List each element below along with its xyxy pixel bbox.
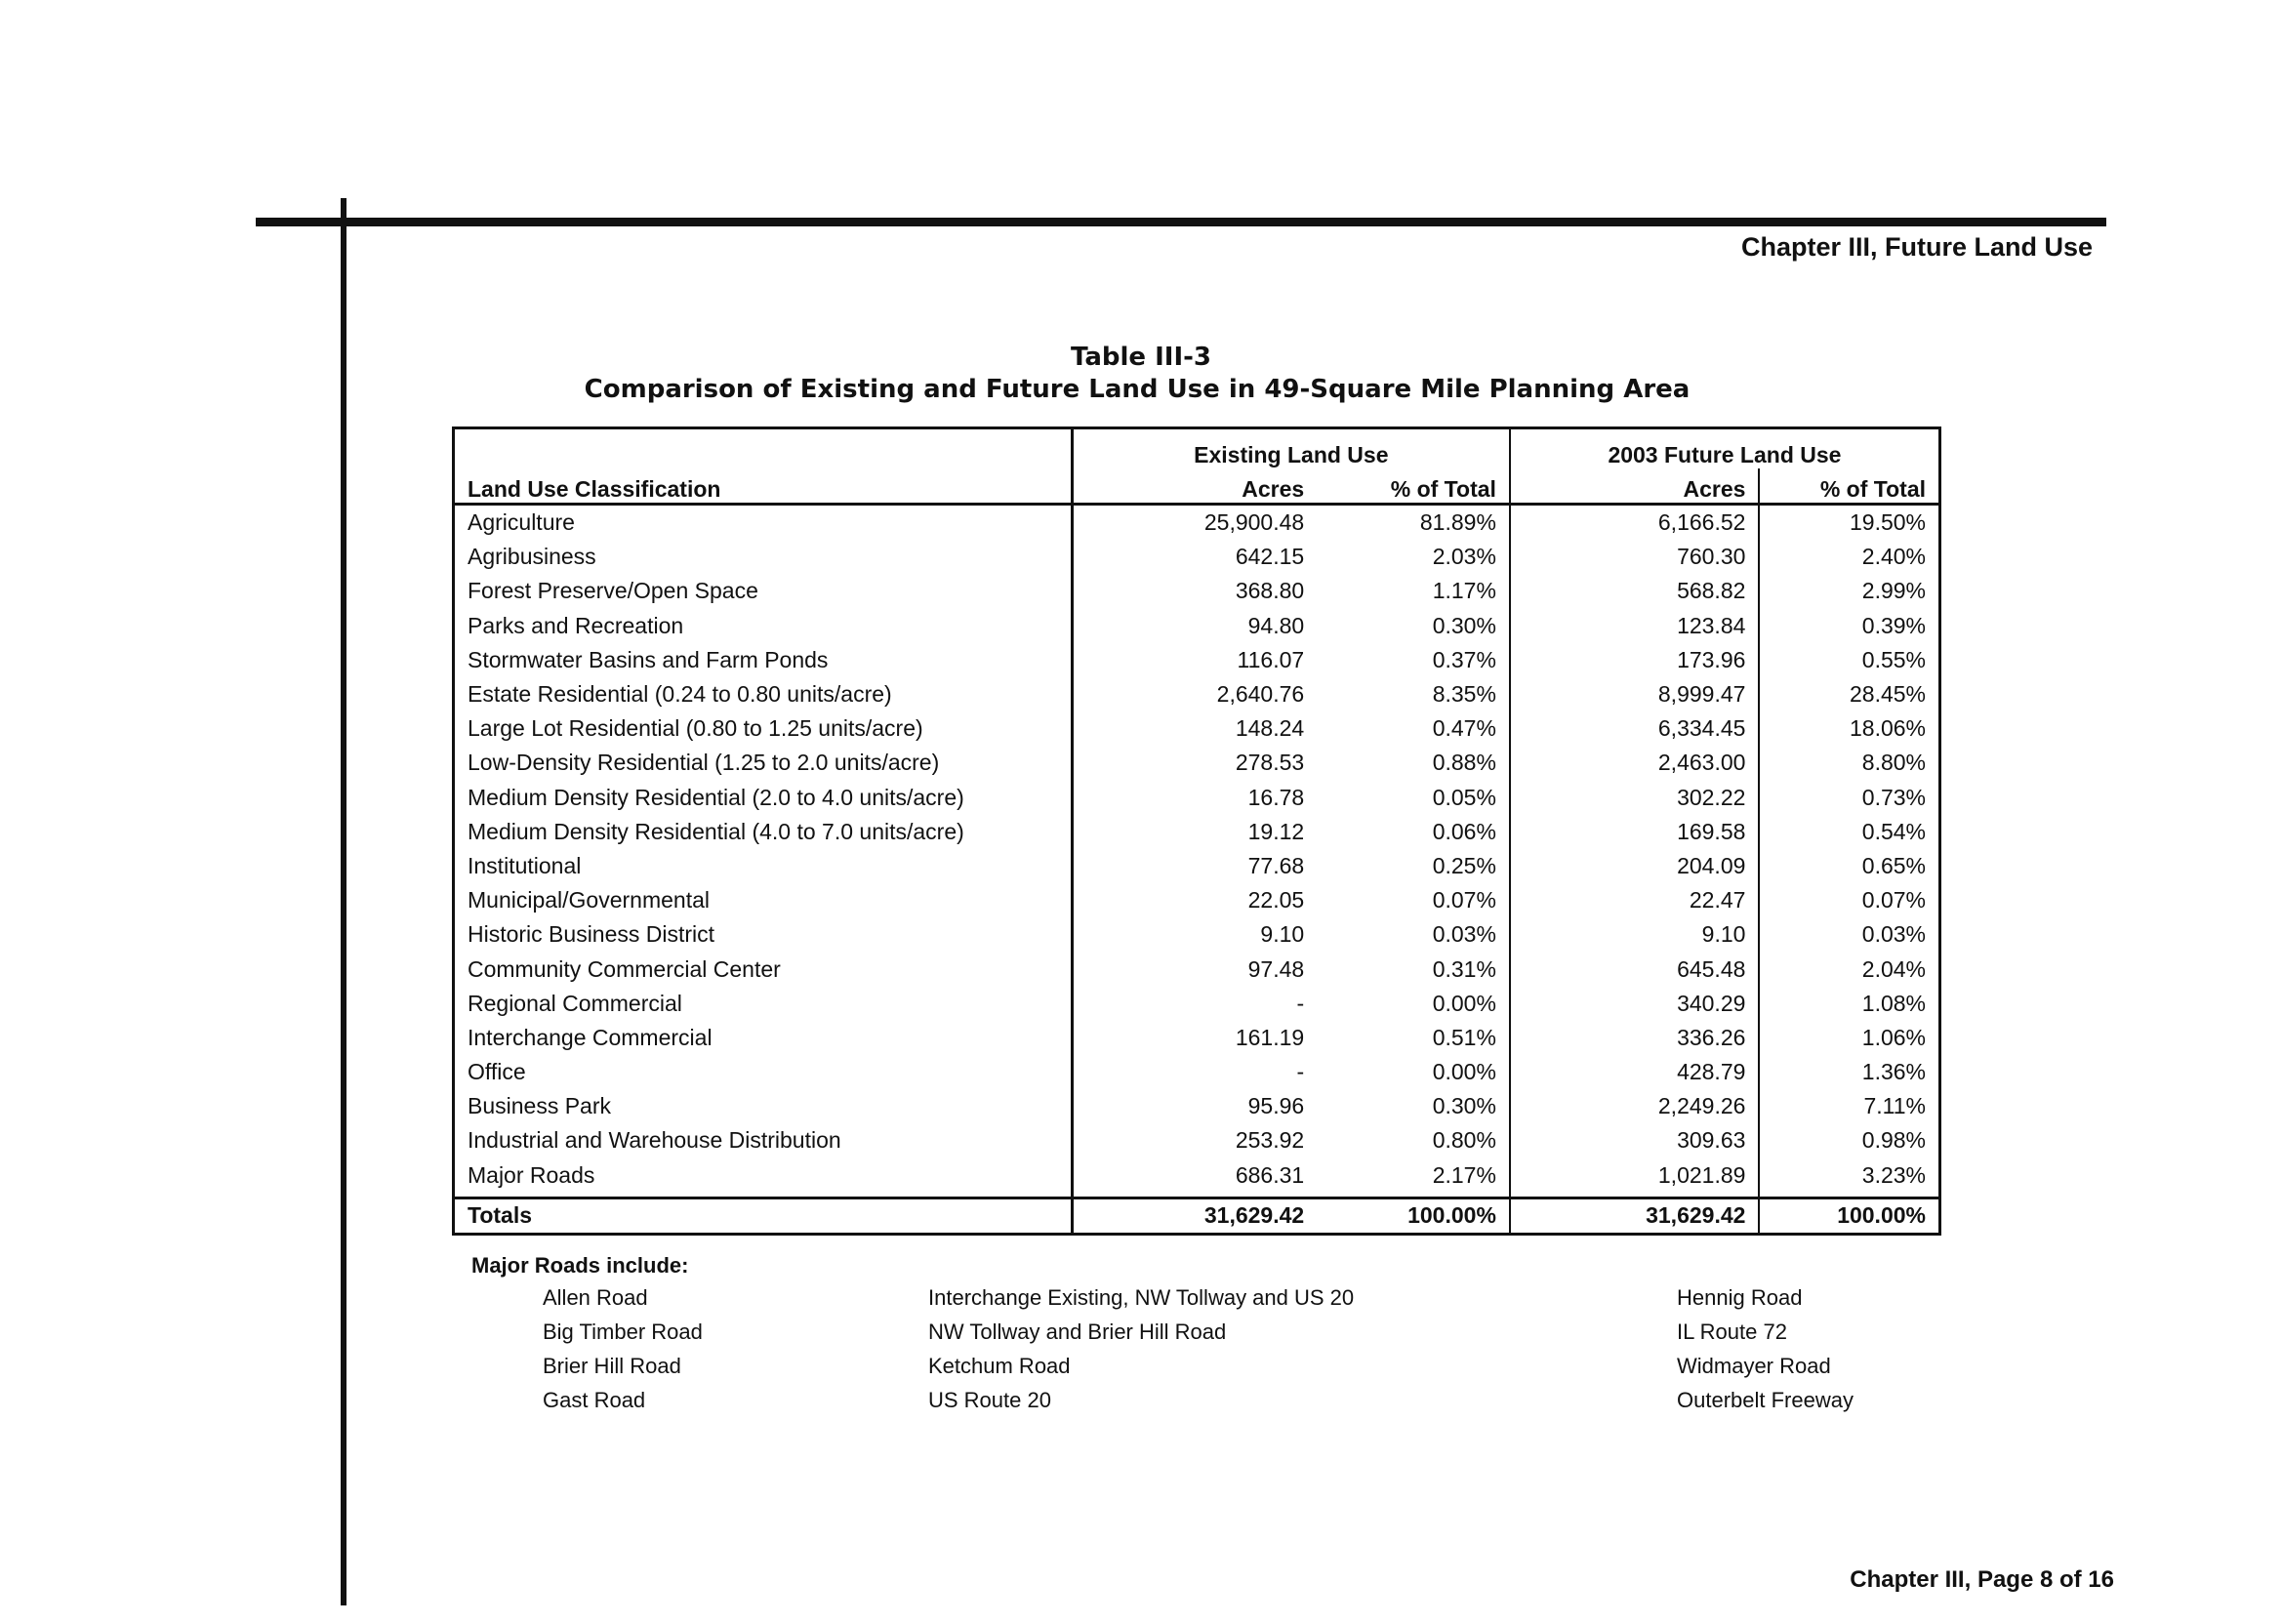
group-header-blank [454, 428, 1073, 469]
row-future-pct: 1.06% [1861, 1024, 1926, 1050]
table-row [454, 781, 1940, 815]
row-future-pct: 2.04% [1861, 955, 1926, 982]
row-existing-pct: 0.30% [1317, 1089, 1510, 1123]
table-row [454, 746, 1940, 780]
major-road-item: NW Tollway and Brier Hill Road [928, 1320, 1227, 1344]
row-existing-pct: 0.07% [1317, 883, 1510, 917]
row-future-pct: 8.80% [1861, 750, 1926, 776]
row-existing-acres: 2,640.76 [1216, 681, 1305, 708]
row-existing-acres: 95.96 [1247, 1093, 1305, 1119]
row-classification: Medium Density Residential (4.0 to 7.0 units/acre) [454, 815, 1073, 849]
row-existing-acres: 116.07 [1237, 646, 1305, 672]
major-road-item: Big Timber Road [543, 1320, 703, 1344]
row-existing-pct: 0.00% [1317, 1055, 1510, 1089]
row-future-pct: 0.39% [1861, 612, 1926, 638]
row-existing-acres: 77.68 [1247, 852, 1305, 878]
table-row [454, 1158, 1940, 1198]
table-row [454, 505, 1940, 541]
table-row [454, 540, 1940, 574]
row-classification: Forest Preserve/Open Space [454, 574, 1073, 608]
table-row [454, 609, 1940, 643]
row-existing-acres: 94.80 [1247, 612, 1305, 638]
table-row [454, 1123, 1940, 1157]
row-future-pct: 28.45% [1849, 681, 1926, 708]
row-future-acres: 22.47 [1510, 883, 1760, 917]
row-existing-acres: 278.53 [1235, 750, 1305, 776]
table-number: Table III-3 [1070, 343, 1212, 372]
row-future-acres: 169.58 [1510, 815, 1760, 849]
row-future-pct: 0.07% [1861, 887, 1926, 914]
row-future-acres: 302.22 [1510, 781, 1760, 815]
table-row [454, 952, 1940, 986]
row-existing-acres: 19.12 [1247, 818, 1305, 844]
row-existing-pct: 0.51% [1317, 1021, 1510, 1055]
row-classification: Parks and Recreation [454, 609, 1073, 643]
row-existing-pct: 0.00% [1317, 987, 1510, 1021]
row-existing-acres: 686.31 [1235, 1161, 1305, 1188]
header-existing-pct: % of Total [1317, 468, 1510, 505]
row-future-acres: 6,334.45 [1510, 711, 1760, 746]
major-road-item: Hennig Road [1677, 1285, 1803, 1310]
table-row [454, 987, 1940, 1021]
table-row [454, 574, 1940, 608]
header-future-pct: % of Total [1759, 468, 1939, 505]
totals-label: Totals [454, 1198, 1073, 1234]
row-future-acres: 1,021.89 [1510, 1158, 1760, 1198]
table-header-row [454, 468, 1940, 505]
major-road-item: Interchange Existing, NW Tollway and US 20 [928, 1285, 1355, 1310]
row-existing-pct: 8.35% [1317, 677, 1510, 711]
row-future-acres: 9.10 [1510, 917, 1760, 952]
row-classification: Large Lot Residential (0.80 to 1.25 units/acre) [454, 711, 1073, 746]
header-rule [256, 218, 2106, 226]
row-existing-acres: 97.48 [1247, 955, 1305, 982]
row-classification: Major Roads [454, 1158, 1073, 1198]
row-existing-pct: 0.03% [1317, 917, 1510, 952]
row-future-pct: 0.55% [1861, 646, 1926, 672]
row-future-pct: 1.08% [1861, 990, 1926, 1016]
chapter-header: Chapter III, Future Land Use [1740, 232, 2093, 262]
row-future-acres: 340.29 [1510, 987, 1760, 1021]
table-row [454, 883, 1940, 917]
row-future-pct: 3.23% [1861, 1161, 1926, 1188]
table-row [454, 677, 1940, 711]
row-future-acres: 568.82 [1510, 574, 1760, 608]
major-road-item: IL Route 72 [1677, 1320, 1787, 1344]
row-future-pct: 7.11% [1863, 1093, 1926, 1119]
row-future-pct: 0.73% [1861, 784, 1926, 810]
row-existing-acres: 25,900.48 [1203, 509, 1305, 536]
table-row [454, 1055, 1940, 1089]
header-classification: Land Use Classification [454, 468, 1073, 505]
table-row [454, 815, 1940, 849]
totals-row [454, 1198, 1940, 1234]
row-existing-pct: 0.80% [1317, 1123, 1510, 1157]
row-existing-acres: 368.80 [1235, 578, 1305, 604]
row-existing-pct: 2.03% [1317, 540, 1510, 574]
table-title: Comparison of Existing and Future Land Use in 49-Square Mile Planning Area [584, 375, 1691, 404]
row-future-acres: 6,166.52 [1510, 505, 1760, 541]
row-future-acres: 336.26 [1510, 1021, 1760, 1055]
row-classification: Community Commercial Center [454, 952, 1073, 986]
row-classification: Interchange Commercial [454, 1021, 1073, 1055]
margin-rule [341, 198, 346, 1605]
major-road-item: Gast Road [543, 1388, 646, 1412]
totals-future-acres: 31,629.42 [1510, 1198, 1760, 1234]
row-future-pct: 0.03% [1861, 921, 1926, 948]
row-future-pct: 2.99% [1861, 578, 1926, 604]
group-header-future: 2003 Future Land Use [1608, 442, 1842, 467]
row-existing-acres: - [1296, 1059, 1305, 1085]
land-use-table [452, 426, 1941, 1236]
header-existing-acres: Acres [1072, 468, 1317, 505]
row-existing-acres: 9.10 [1260, 921, 1305, 948]
major-road-item: Brier Hill Road [543, 1354, 681, 1378]
totals-existing-acres: 31,629.42 [1072, 1198, 1317, 1234]
row-future-acres: 760.30 [1510, 540, 1760, 574]
major-road-item: US Route 20 [928, 1388, 1051, 1412]
row-classification: Agribusiness [454, 540, 1073, 574]
row-existing-acres: - [1296, 990, 1305, 1016]
row-future-acres: 204.09 [1510, 849, 1760, 883]
table-row [454, 1089, 1940, 1123]
row-classification: Regional Commercial [454, 987, 1073, 1021]
row-existing-pct: 0.37% [1317, 643, 1510, 677]
row-existing-acres: 253.92 [1235, 1127, 1305, 1154]
row-existing-pct: 0.47% [1317, 711, 1510, 746]
row-future-acres: 173.96 [1510, 643, 1760, 677]
row-classification: Medium Density Residential (2.0 to 4.0 units/acre) [454, 781, 1073, 815]
row-future-pct: 0.98% [1861, 1127, 1926, 1154]
row-existing-acres: 16.78 [1247, 784, 1305, 810]
major-road-item: Widmayer Road [1677, 1354, 1831, 1378]
row-existing-acres: 148.24 [1235, 715, 1305, 742]
row-classification: Municipal/Governmental [454, 883, 1073, 917]
table-body [454, 505, 1940, 1198]
row-classification: Low-Density Residential (1.25 to 2.0 units/acre) [454, 746, 1073, 780]
row-classification: Business Park [454, 1089, 1073, 1123]
row-future-acres: 428.79 [1510, 1055, 1760, 1089]
table-row [454, 1021, 1940, 1055]
row-future-pct: 0.65% [1861, 852, 1926, 878]
table-row [454, 643, 1940, 677]
row-classification: Institutional [454, 849, 1073, 883]
row-existing-acres: 642.15 [1235, 544, 1305, 570]
table-row [454, 849, 1940, 883]
page-footer: Chapter III, Page 8 of 16 [1850, 1566, 2114, 1593]
totals-future-pct: 100.00% [1759, 1198, 1939, 1234]
major-road-item: Ketchum Road [928, 1354, 1071, 1378]
totals-existing-pct: 100.00% [1317, 1198, 1510, 1234]
row-existing-acres: 161.19 [1235, 1024, 1305, 1050]
major-road-item: Outerbelt Freeway [1677, 1388, 1854, 1412]
row-classification: Industrial and Warehouse Distribution [454, 1123, 1073, 1157]
major-road-item: Allen Road [543, 1285, 648, 1310]
table-row [454, 917, 1940, 952]
row-future-acres: 309.63 [1510, 1123, 1760, 1157]
header-future-acres: Acres [1510, 468, 1760, 505]
row-classification: Office [454, 1055, 1073, 1089]
row-existing-pct: 81.89% [1317, 505, 1510, 541]
row-future-pct: 18.06% [1849, 715, 1926, 742]
row-future-acres: 2,249.26 [1510, 1089, 1760, 1123]
row-classification: Historic Business District [454, 917, 1073, 952]
row-existing-pct: 0.25% [1317, 849, 1510, 883]
table-group-header-row [454, 428, 1940, 469]
table-title-block [0, 342, 2282, 406]
table-row [454, 711, 1940, 746]
row-existing-pct: 1.17% [1317, 574, 1510, 608]
row-existing-pct: 2.17% [1317, 1158, 1510, 1198]
row-classification: Stormwater Basins and Farm Ponds [454, 643, 1073, 677]
row-existing-pct: 0.30% [1317, 609, 1510, 643]
row-future-acres: 2,463.00 [1510, 746, 1760, 780]
row-existing-acres: 22.05 [1247, 887, 1305, 914]
row-existing-pct: 0.06% [1317, 815, 1510, 849]
row-future-acres: 8,999.47 [1510, 677, 1760, 711]
row-classification: Estate Residential (0.24 to 0.80 units/acre) [454, 677, 1073, 711]
row-future-pct: 0.54% [1861, 818, 1926, 844]
row-existing-pct: 0.05% [1317, 781, 1510, 815]
major-roads-label: Major Roads include: [471, 1253, 689, 1278]
row-existing-pct: 0.31% [1317, 952, 1510, 986]
row-future-acres: 645.48 [1510, 952, 1760, 986]
row-future-acres: 123.84 [1510, 609, 1760, 643]
row-classification: Agriculture [454, 505, 1073, 541]
row-existing-pct: 0.88% [1317, 746, 1510, 780]
row-future-pct: 1.36% [1861, 1059, 1926, 1085]
group-header-existing: Existing Land Use [1072, 428, 1510, 469]
row-future-pct: 19.50% [1849, 509, 1926, 536]
row-future-pct: 2.40% [1861, 544, 1926, 570]
